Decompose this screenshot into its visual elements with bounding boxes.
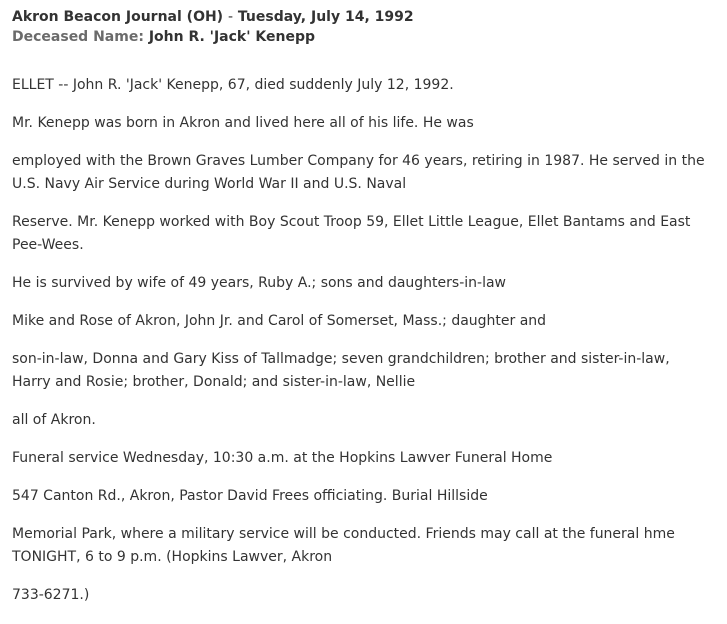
paragraph-line: 547 Canton Rd., Akron, Pastor David Frees officiating. Burial Hillside (12, 488, 488, 504)
deceased-name-line (12, 27, 715, 47)
paragraph-line: He is survived by wife of 49 years, Ruby A.; sons and daughters-in-law (12, 275, 506, 291)
deceased-name: John R. 'Jack' Kenepp (148, 29, 315, 45)
obituary-paragraph (12, 409, 715, 432)
deceased-label: Deceased Name: (12, 29, 144, 45)
obituary-paragraph (12, 272, 715, 295)
paragraph-line: Mike and Rose of Akron, John Jr. and Carol of Somerset, Mass.; daughter and (12, 313, 547, 329)
paragraph-line: Memorial Park, where a military service will be conducted. Friends may call at the funeral hme (12, 526, 675, 542)
obituary-paragraph (12, 211, 715, 257)
paragraph-line: Harry and Rosie; brother, Donald; and sister-in-law, Nellie (12, 374, 416, 390)
paragraph-line: Pee-Wees. (12, 237, 84, 253)
obituary-paragraph (12, 310, 715, 333)
paragraph-line: Mr. Kenepp was born in Akron and lived here all of his life. He was (12, 115, 474, 131)
obituary-paragraph (12, 74, 715, 97)
obituary-paragraph (12, 523, 715, 569)
paragraph-line: 733-6271.) (12, 587, 90, 603)
publication-date: Tuesday, July 14, 1992 (237, 9, 414, 25)
obituary-body (12, 74, 715, 607)
paragraph-line: Funeral service Wednesday, 10:30 a.m. at the Hopkins Lawver Funeral Home (12, 450, 553, 466)
obituary-paragraph (12, 584, 715, 607)
paragraph-line: employed with the Brown Graves Lumber Company for 46 years, retiring in 1987. He served in the (12, 153, 705, 169)
publication-header (12, 7, 715, 27)
obituary-paragraph (12, 348, 715, 394)
obituary-paragraph (12, 112, 715, 135)
paragraph-line: all of Akron. (12, 412, 96, 428)
paragraph-line: U.S. Navy Air Service during World War II and U.S. Naval (12, 176, 407, 192)
header-separator: - (227, 9, 234, 25)
obituary-paragraph (12, 150, 715, 196)
paragraph-line: TONIGHT, 6 to 9 p.m. (Hopkins Lawver, Akron (12, 549, 333, 565)
publication-name: Akron Beacon Journal (OH) (12, 9, 224, 25)
paragraph-line: Reserve. Mr. Kenepp worked with Boy Scout Troop 59, Ellet Little League, Ellet Bantams and East (12, 214, 691, 230)
paragraph-line: son-in-law, Donna and Gary Kiss of Tallmadge; seven grandchildren; brother and sister-in-law, (12, 351, 670, 367)
obituary-paragraph (12, 485, 715, 508)
paragraph-line: ELLET -- John R. 'Jack' Kenepp, 67, died suddenly July 12, 1992. (12, 77, 454, 93)
obituary-paragraph (12, 447, 715, 470)
